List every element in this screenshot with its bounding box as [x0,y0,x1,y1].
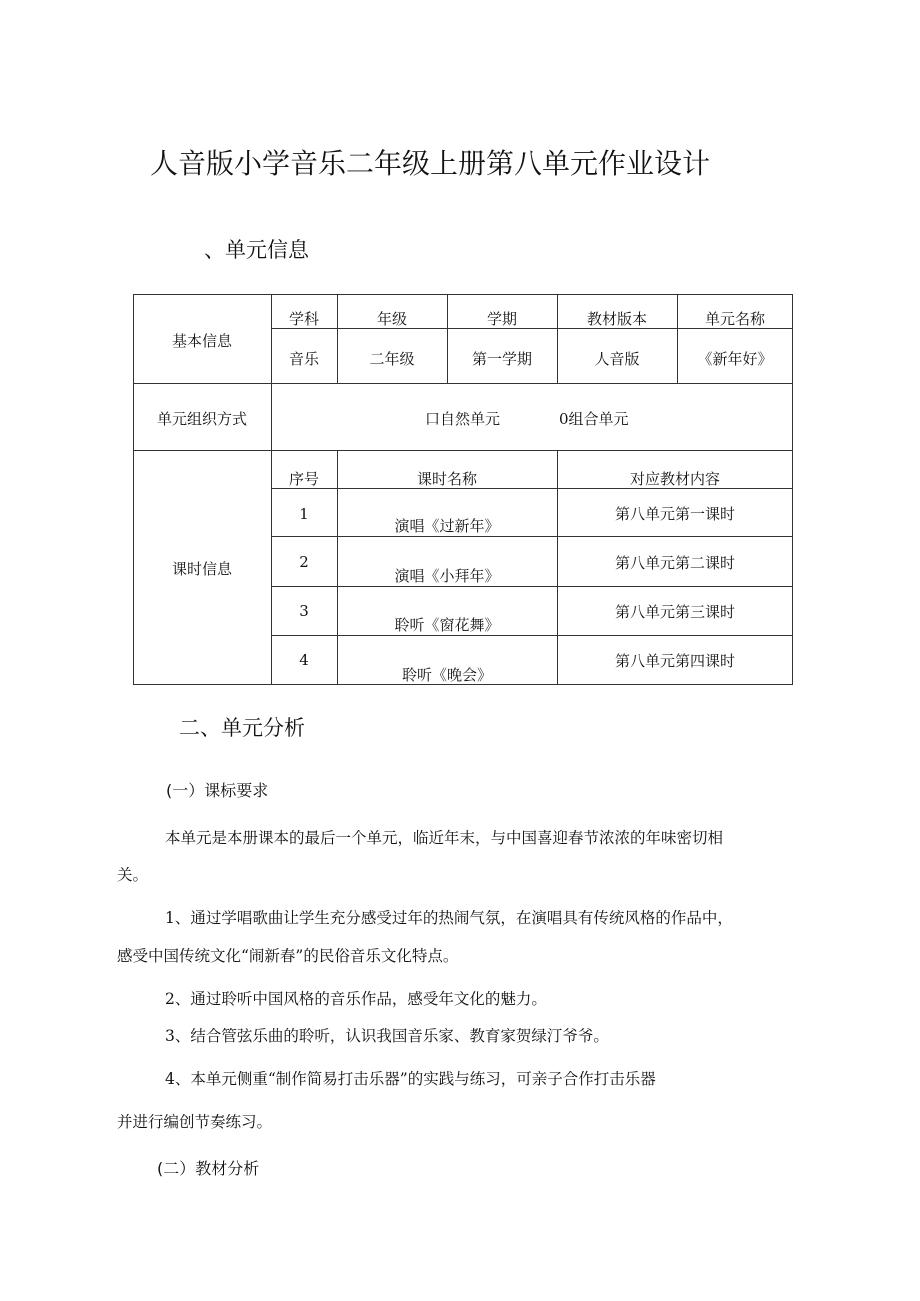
lesson-content: 第八单元第一课时 [614,505,735,523]
header-edition: 教材版本 [586,310,647,328]
lesson-content: 第八单元第二课时 [614,554,735,572]
paragraph-line: 4、本单元侧重“制作简易打击乐器”的实践与练习，可亲子合作打击乐器 [165,1070,656,1088]
org-option-natural: 口自然单元 [425,410,501,428]
lesson-header-no: 序号 [288,470,319,488]
lesson-no: 1 [299,505,309,523]
lesson-name: 演唱《过新年》 [394,517,500,535]
paragraph-line: 本单元是本册课本的最后一个单元，临近年末，与中国喜迎春节浓浓的年味密切相 [165,829,724,847]
lesson-content: 第八单元第三课时 [614,603,735,621]
lesson-name: 聆听《晚会》 [401,666,492,684]
section-heading-unit-info: 、单元信息 [204,238,309,262]
unit-info-table [133,294,793,685]
paragraph-line: 1、通过学唱歌曲让学生充分感受过年的热闹气氛，在演唱具有传统风格的作品中， [165,909,733,927]
subheading-curriculum-requirements: (一）课标要求 [166,781,269,800]
lesson-no: 3 [299,602,309,620]
org-label: 单元组织方式 [156,410,247,428]
header-term: 学期 [486,310,517,328]
lesson-name: 聆听《窗花舞》 [394,616,500,634]
header-unit-name: 单元名称 [704,310,765,328]
value-edition: 人音版 [594,350,640,368]
subheading-textbook-analysis: (二）教材分析 [157,1159,260,1178]
lesson-header-name: 课时名称 [416,470,477,488]
lesson-header-content: 对应教材内容 [629,470,720,488]
paragraph-line: 关。 [117,866,149,884]
document-title: 人音版小学音乐二年级上册第八单元作业设计 [150,147,711,180]
lesson-name: 演唱《小拜年》 [394,567,500,585]
lesson-content: 第八单元第四课时 [614,652,735,670]
lesson-info-label: 课时信息 [171,560,232,578]
paragraph-line: 3、结合管弦乐曲的聆听，认识我国音乐家、教育家贺绿汀爷爷。 [165,1027,609,1045]
value-unit-name: 《新年好》 [697,350,773,368]
value-term: 第一学期 [471,350,532,368]
paragraph-line: 2、通过聆听中国风格的音乐作品，感受年文化的魅力。 [165,990,547,1008]
section-heading-unit-analysis: 二、单元分析 [179,716,305,740]
lesson-no: 4 [299,651,309,669]
lesson-no: 2 [299,553,309,571]
value-grade: 二年级 [369,350,415,368]
org-option-combined: 0组合单元 [559,410,629,428]
paragraph-line: 感受中国传统文化“闹新春”的民俗音乐文化特点。 [117,947,459,965]
paragraph-line: 并进行编创节奏练习。 [117,1113,273,1131]
value-subject: 音乐 [288,350,319,368]
header-grade: 年级 [376,310,407,328]
header-subject: 学科 [288,310,319,328]
basic-info-label: 基本信息 [171,332,232,350]
